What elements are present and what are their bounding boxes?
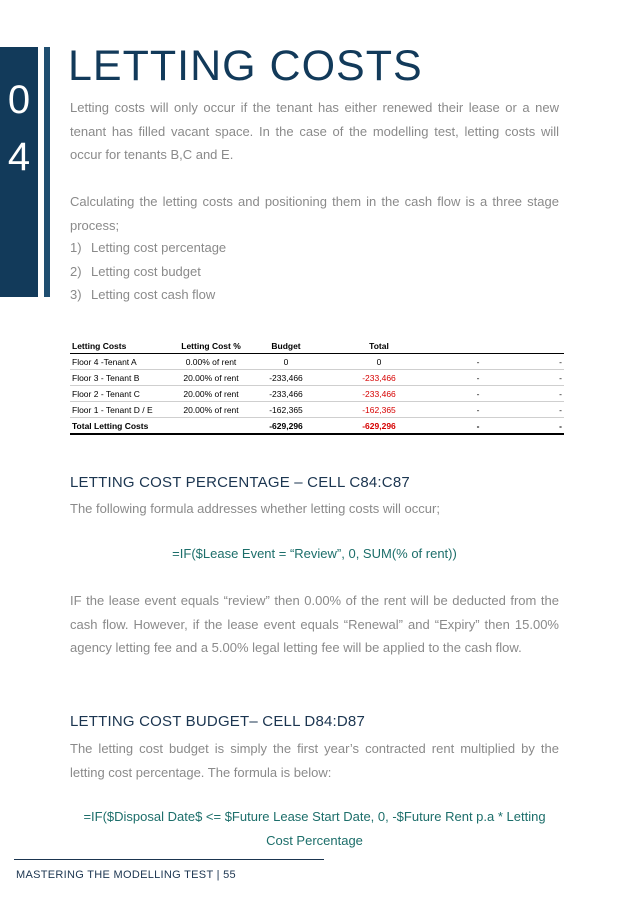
- step-label: Letting cost percentage: [91, 240, 227, 255]
- list-item: [70, 260, 226, 284]
- table-cell: -233,466: [362, 388, 396, 399]
- table-row: [70, 402, 564, 418]
- table-total-row: [70, 418, 564, 435]
- page-title: LETTING COSTS: [68, 42, 423, 90]
- table-cell: -: [559, 372, 562, 383]
- step-number: 3): [70, 287, 82, 302]
- step-label: Letting cost cash flow: [91, 287, 216, 302]
- page-footer: MASTERING THE MODELLING TEST | 55: [16, 869, 236, 881]
- table-cell: 20.00% of rent: [183, 404, 239, 415]
- table-row: [70, 370, 564, 386]
- table-cell: -: [559, 404, 562, 415]
- formula-percentage: =IF($Lease Event = “Review”, 0, SUM(% of rent)): [172, 546, 457, 561]
- section-heading-budget: LETTING COST BUDGET– CELL D84:D87: [70, 713, 366, 730]
- table-cell: -233,466: [269, 388, 303, 399]
- table-cell: -629,296: [362, 420, 396, 431]
- section-heading-percentage: LETTING COST PERCENTAGE – CELL C84:C87: [70, 474, 410, 491]
- table-cell: -233,466: [362, 372, 396, 383]
- list-item: [70, 283, 226, 307]
- table-cell: Floor 3 - Tenant B: [72, 372, 140, 383]
- table-header-row: [70, 338, 564, 354]
- step-label: Letting cost budget: [91, 263, 201, 279]
- table-cell: -162,365: [362, 404, 396, 415]
- table-cell: Total Letting Costs: [72, 420, 149, 431]
- table-header: Letting Costs: [72, 340, 127, 351]
- table-cell: -233,466: [269, 372, 303, 383]
- table-header: [520, 338, 564, 354]
- table-cell: -629,296: [269, 420, 303, 431]
- footer-divider: [14, 859, 324, 860]
- table-cell: Floor 2 - Tenant C: [72, 388, 140, 399]
- list-item: [70, 236, 226, 260]
- table-cell: -162,365: [269, 404, 303, 415]
- table-cell: -: [476, 404, 480, 415]
- table-header: Total: [369, 340, 389, 351]
- section-body: The letting cost budget is simply the first year’s contracted rent multiplied by the letting cost percentage. The formula is below:: [70, 741, 559, 780]
- steps-list: [70, 236, 226, 307]
- table-cell: -: [559, 356, 562, 367]
- table-row: [70, 386, 564, 402]
- accent-bar: [44, 47, 50, 297]
- table-cell: -: [476, 420, 480, 431]
- table-cell: 20.00% of rent: [183, 372, 239, 383]
- table-cell: -: [476, 356, 480, 367]
- table-header: Letting Cost %: [181, 340, 241, 351]
- process-paragraph: Calculating the letting costs and positioning them in the cash flow is a three stage process;: [70, 194, 559, 233]
- formula-budget: =IF($Disposal Date$ <= $Future Lease Start Date, 0, -$Future Rent p.a * Letting Cost Percentage: [83, 809, 546, 848]
- table-cell: Floor 1 - Tenant D / E: [72, 404, 153, 415]
- table-cell: -: [476, 372, 480, 383]
- table-cell: -: [559, 420, 562, 431]
- chapter-digit-1: 0: [7, 78, 31, 122]
- table-header: Budget: [271, 340, 301, 351]
- table-cell: [172, 418, 250, 435]
- table-cell: Floor 4 -Tenant A: [72, 356, 137, 367]
- step-number: 1): [70, 240, 82, 255]
- letting-costs-table: [70, 338, 564, 435]
- step-number: 2): [70, 263, 82, 279]
- table-cell: 20.00% of rent: [183, 388, 239, 399]
- table-cell: -: [559, 388, 562, 399]
- table-cell: 0: [283, 356, 289, 367]
- chapter-digit-2: 4: [7, 135, 31, 179]
- table-cell: -: [476, 388, 480, 399]
- section-lead: The following formula addresses whether letting costs will occur;: [70, 501, 440, 516]
- section-body: IF the lease event equals “review” then 0.00% of the rent will be deducted from the cash flow. However, if the lease event equals “Renewal” and “Expiry” then 15.00% agency letting fee and a 5.00% legal letting fee will be applied to the cash flow.: [70, 593, 559, 655]
- chapter-number-block: [0, 47, 38, 297]
- intro-paragraph: Letting costs will only occur if the tenant has either renewed their lease or a new tenant has filled vacant space. In the case of the modelling test, letting costs will occur for tenants B,C and E.: [70, 100, 559, 162]
- table-cell: 0: [376, 356, 382, 367]
- table-header: [436, 338, 520, 354]
- table-cell: 0.00% of rent: [185, 356, 237, 367]
- table-row: [70, 354, 564, 370]
